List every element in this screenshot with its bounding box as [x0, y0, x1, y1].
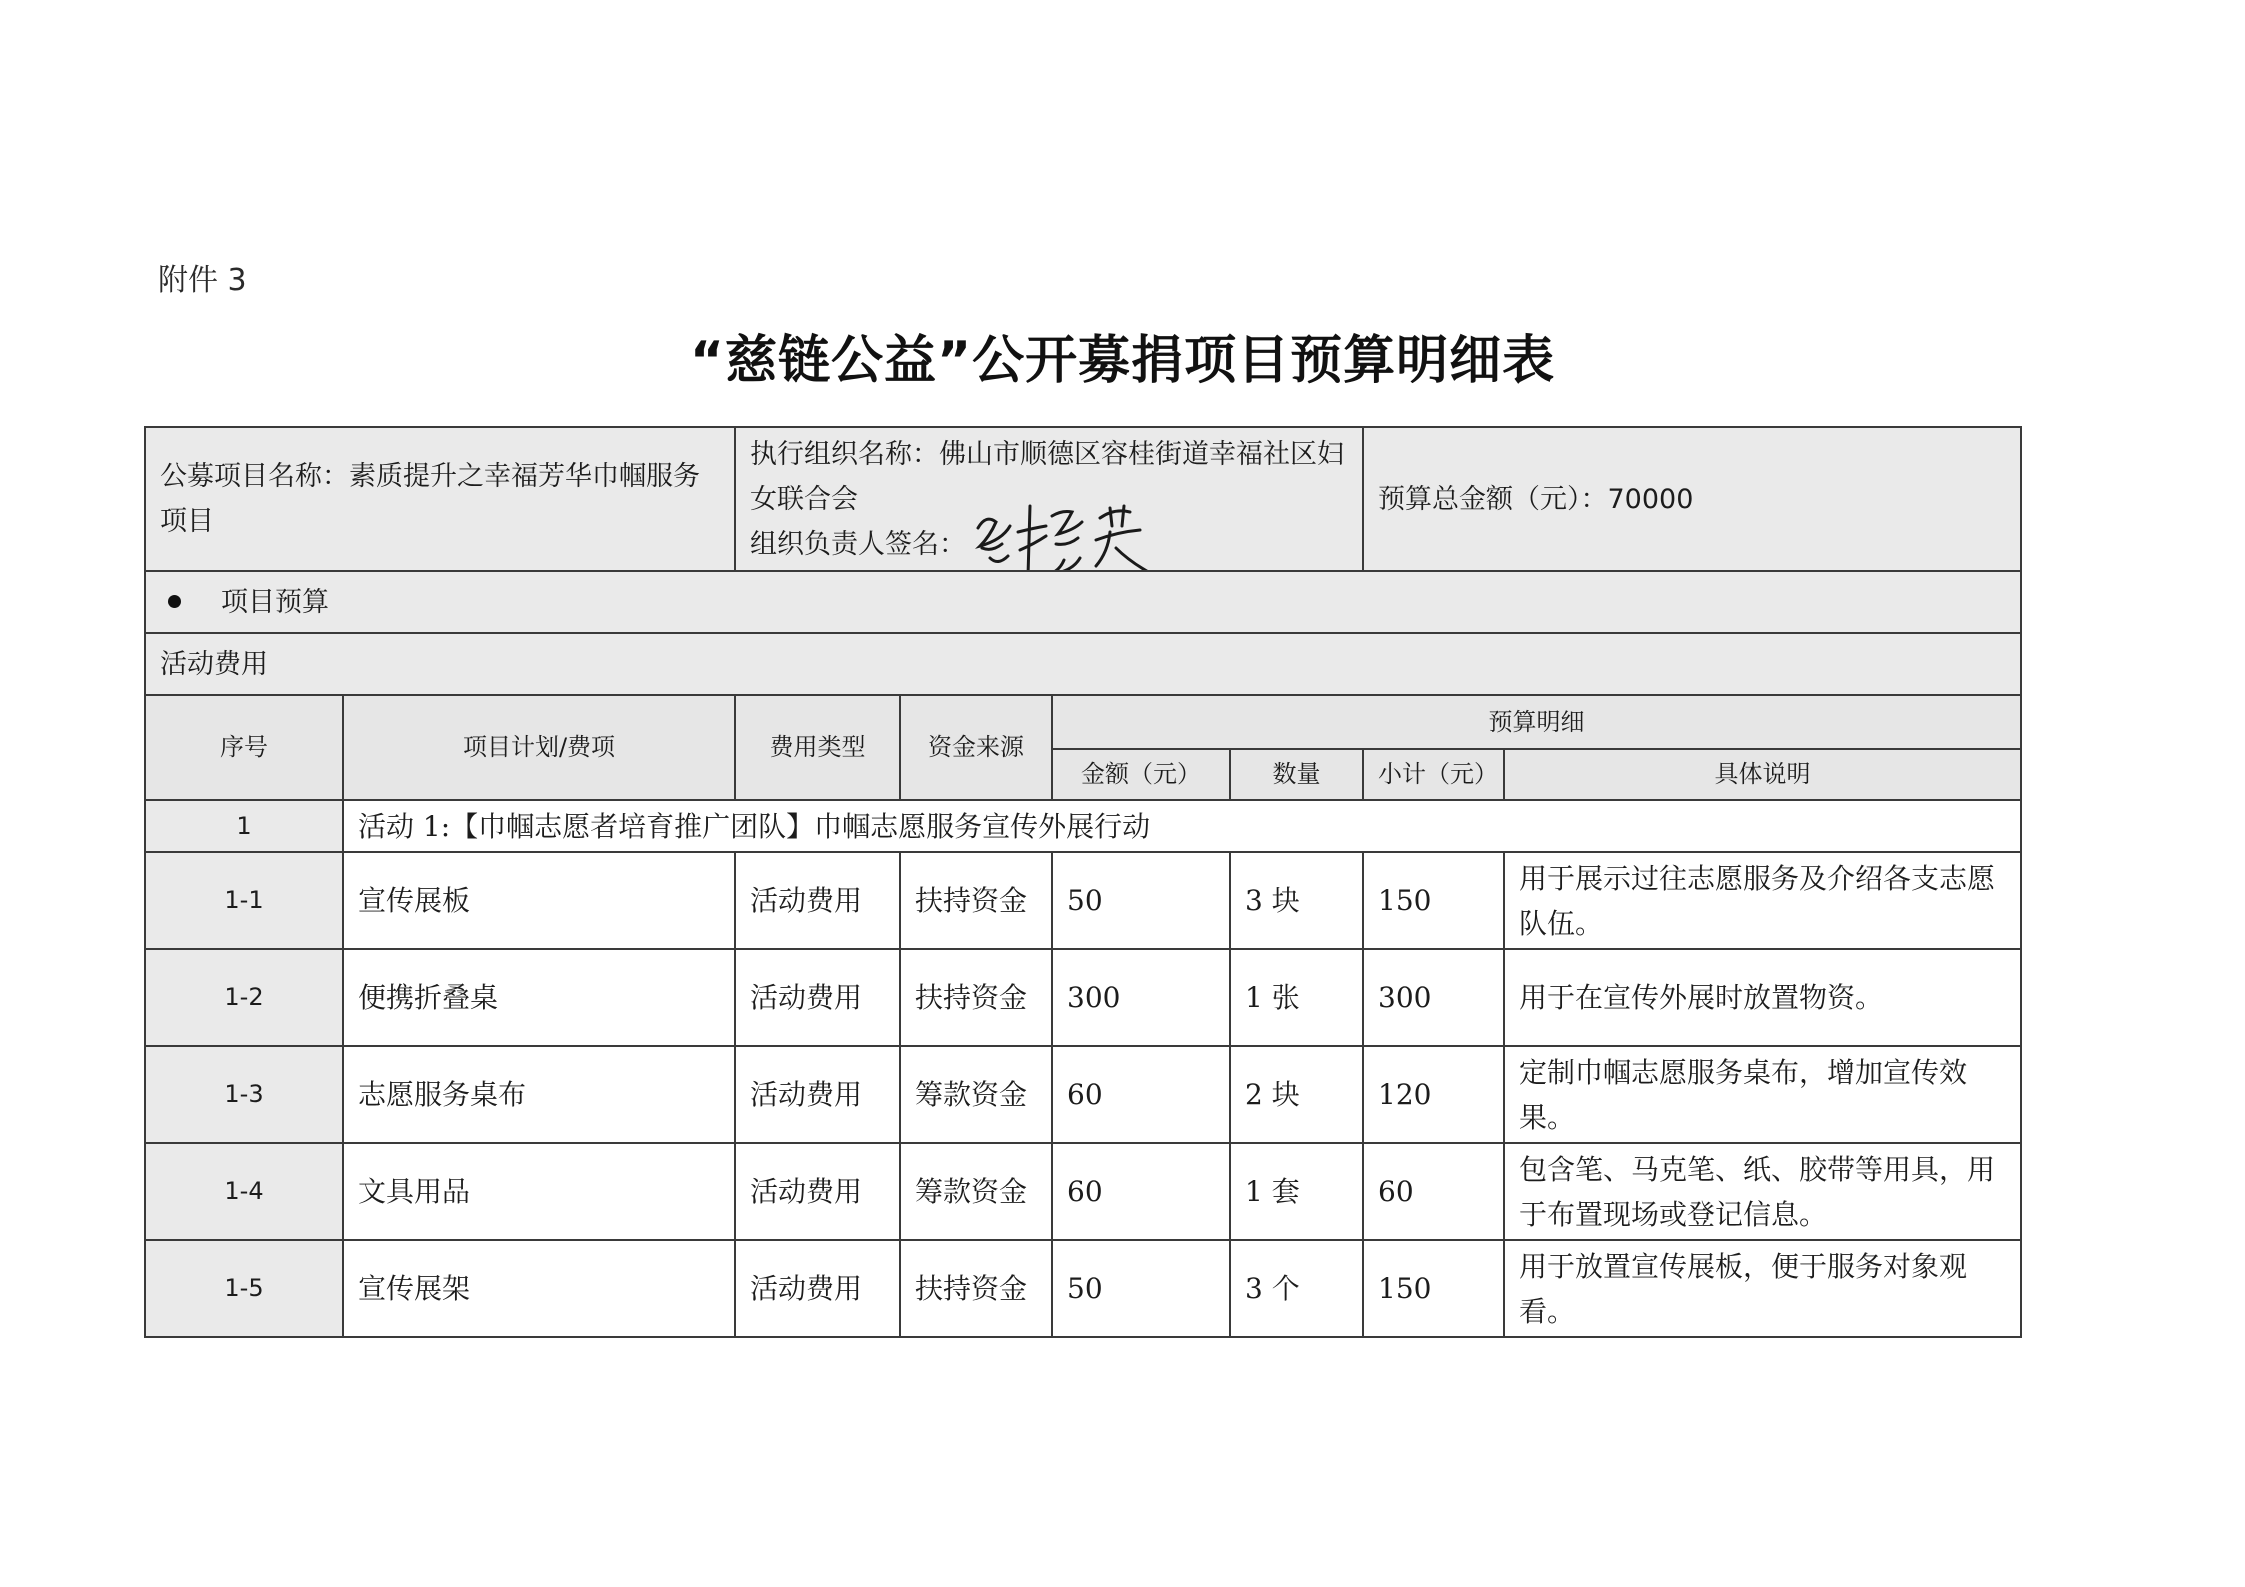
- header-fund-source: 资金来源: [900, 695, 1052, 800]
- row-amount: 60: [1052, 1143, 1230, 1240]
- section-title: 项目预算: [221, 586, 329, 618]
- total-budget: 预算总金额（元）：70000: [1378, 483, 1694, 515]
- row-description: 用于展示过往志愿服务及介绍各支志愿队伍。: [1504, 852, 2021, 949]
- signature-label: 组织负责人签名：: [750, 528, 966, 560]
- row-subtotal: 300: [1363, 949, 1504, 1046]
- header-seq: 序号: [145, 695, 343, 800]
- row-cost-type: 活动费用: [735, 1240, 900, 1337]
- org-name: 执行组织名称：佛山市顺德区容桂街道幸福社区妇女联合会: [750, 438, 1344, 515]
- row-subtotal: 150: [1363, 1240, 1504, 1337]
- row-description: 定制巾帼志愿服务桌布，增加宣传效果。: [1504, 1046, 2021, 1143]
- project-name: 公募项目名称：素质提升之幸福芳华巾帼服务项目: [160, 461, 700, 537]
- table-row: [145, 949, 2021, 1046]
- org-cell: [735, 427, 1363, 571]
- row-item: 便携折叠桌: [343, 949, 735, 1046]
- row-fund-source: 筹款资金: [900, 1143, 1052, 1240]
- row-description: 包含笔、马克笔、纸、胶带等用具，用于布置现场或登记信息。: [1504, 1143, 2021, 1240]
- header-row-1: [145, 695, 2021, 749]
- table-row: [145, 1046, 2021, 1143]
- header-budget-detail: 预算明细: [1052, 695, 2021, 749]
- header-cost-type: 费用类型: [735, 695, 900, 800]
- row-quantity: 3 个: [1230, 1240, 1363, 1337]
- section-title-cell: [145, 571, 2021, 633]
- row-seq: 1-5: [145, 1240, 343, 1337]
- bullet-icon: [168, 595, 181, 608]
- row-fund-source: 扶持资金: [900, 1240, 1052, 1337]
- row-quantity: 1 张: [1230, 949, 1363, 1046]
- activity-row: [145, 800, 2021, 852]
- row-cost-type: 活动费用: [735, 852, 900, 949]
- row-description: 用于放置宣传展板，便于服务对象观看。: [1504, 1240, 2021, 1337]
- row-cost-type: 活动费用: [735, 949, 900, 1046]
- header-item: 项目计划/费项: [343, 695, 735, 800]
- row-seq: 1-4: [145, 1143, 343, 1240]
- row-quantity: 3 块: [1230, 852, 1363, 949]
- project-name-cell: [145, 427, 735, 571]
- header-amount: 金额（元）: [1052, 749, 1230, 800]
- total-budget-cell: [1363, 427, 2021, 571]
- row-subtotal: 150: [1363, 852, 1504, 949]
- row-quantity: 2 块: [1230, 1046, 1363, 1143]
- row-quantity: 1 套: [1230, 1143, 1363, 1240]
- activity-title: 活动 1:【巾帼志愿者培育推广团队】巾帼志愿服务宣传外展行动: [343, 800, 2021, 852]
- table-row: [145, 1240, 2021, 1337]
- row-description: 用于在宣传外展时放置物资。: [1504, 949, 2021, 1046]
- header-subtotal: 小计（元）: [1363, 749, 1504, 800]
- section-subtitle: 活动费用: [160, 648, 268, 680]
- row-item: 志愿服务桌布: [343, 1046, 735, 1143]
- row-seq: 1-1: [145, 852, 343, 949]
- info-row: [145, 427, 2021, 571]
- activity-seq: 1: [145, 800, 343, 852]
- document-title: “慈链公益”公开募捐项目预算明细表: [689, 331, 1556, 391]
- row-amount: 60: [1052, 1046, 1230, 1143]
- row-amount: 300: [1052, 949, 1230, 1046]
- table-row: [145, 1143, 2021, 1240]
- row-cost-type: 活动费用: [735, 1046, 900, 1143]
- row-seq: 1-2: [145, 949, 343, 1046]
- header-description: 具体说明: [1504, 749, 2021, 800]
- section-title-row: [145, 571, 2021, 633]
- row-item: 文具用品: [343, 1143, 735, 1240]
- header-quantity: 数量: [1230, 749, 1363, 800]
- section-subtitle-cell: [145, 633, 2021, 695]
- row-fund-source: 扶持资金: [900, 852, 1052, 949]
- row-fund-source: 扶持资金: [900, 949, 1052, 1046]
- section-subtitle-row: [145, 633, 2021, 695]
- row-subtotal: 60: [1363, 1143, 1504, 1240]
- row-subtotal: 120: [1363, 1046, 1504, 1143]
- row-fund-source: 筹款资金: [900, 1046, 1052, 1143]
- budget-table: [144, 426, 2022, 1338]
- row-item: 宣传展架: [343, 1240, 735, 1337]
- attachment-label: 附件 3: [158, 263, 247, 298]
- row-amount: 50: [1052, 1240, 1230, 1337]
- row-seq: 1-3: [145, 1046, 343, 1143]
- row-amount: 50: [1052, 852, 1230, 949]
- row-cost-type: 活动费用: [735, 1143, 900, 1240]
- table-row: [145, 852, 2021, 949]
- row-item: 宣传展板: [343, 852, 735, 949]
- signature: [966, 522, 1166, 567]
